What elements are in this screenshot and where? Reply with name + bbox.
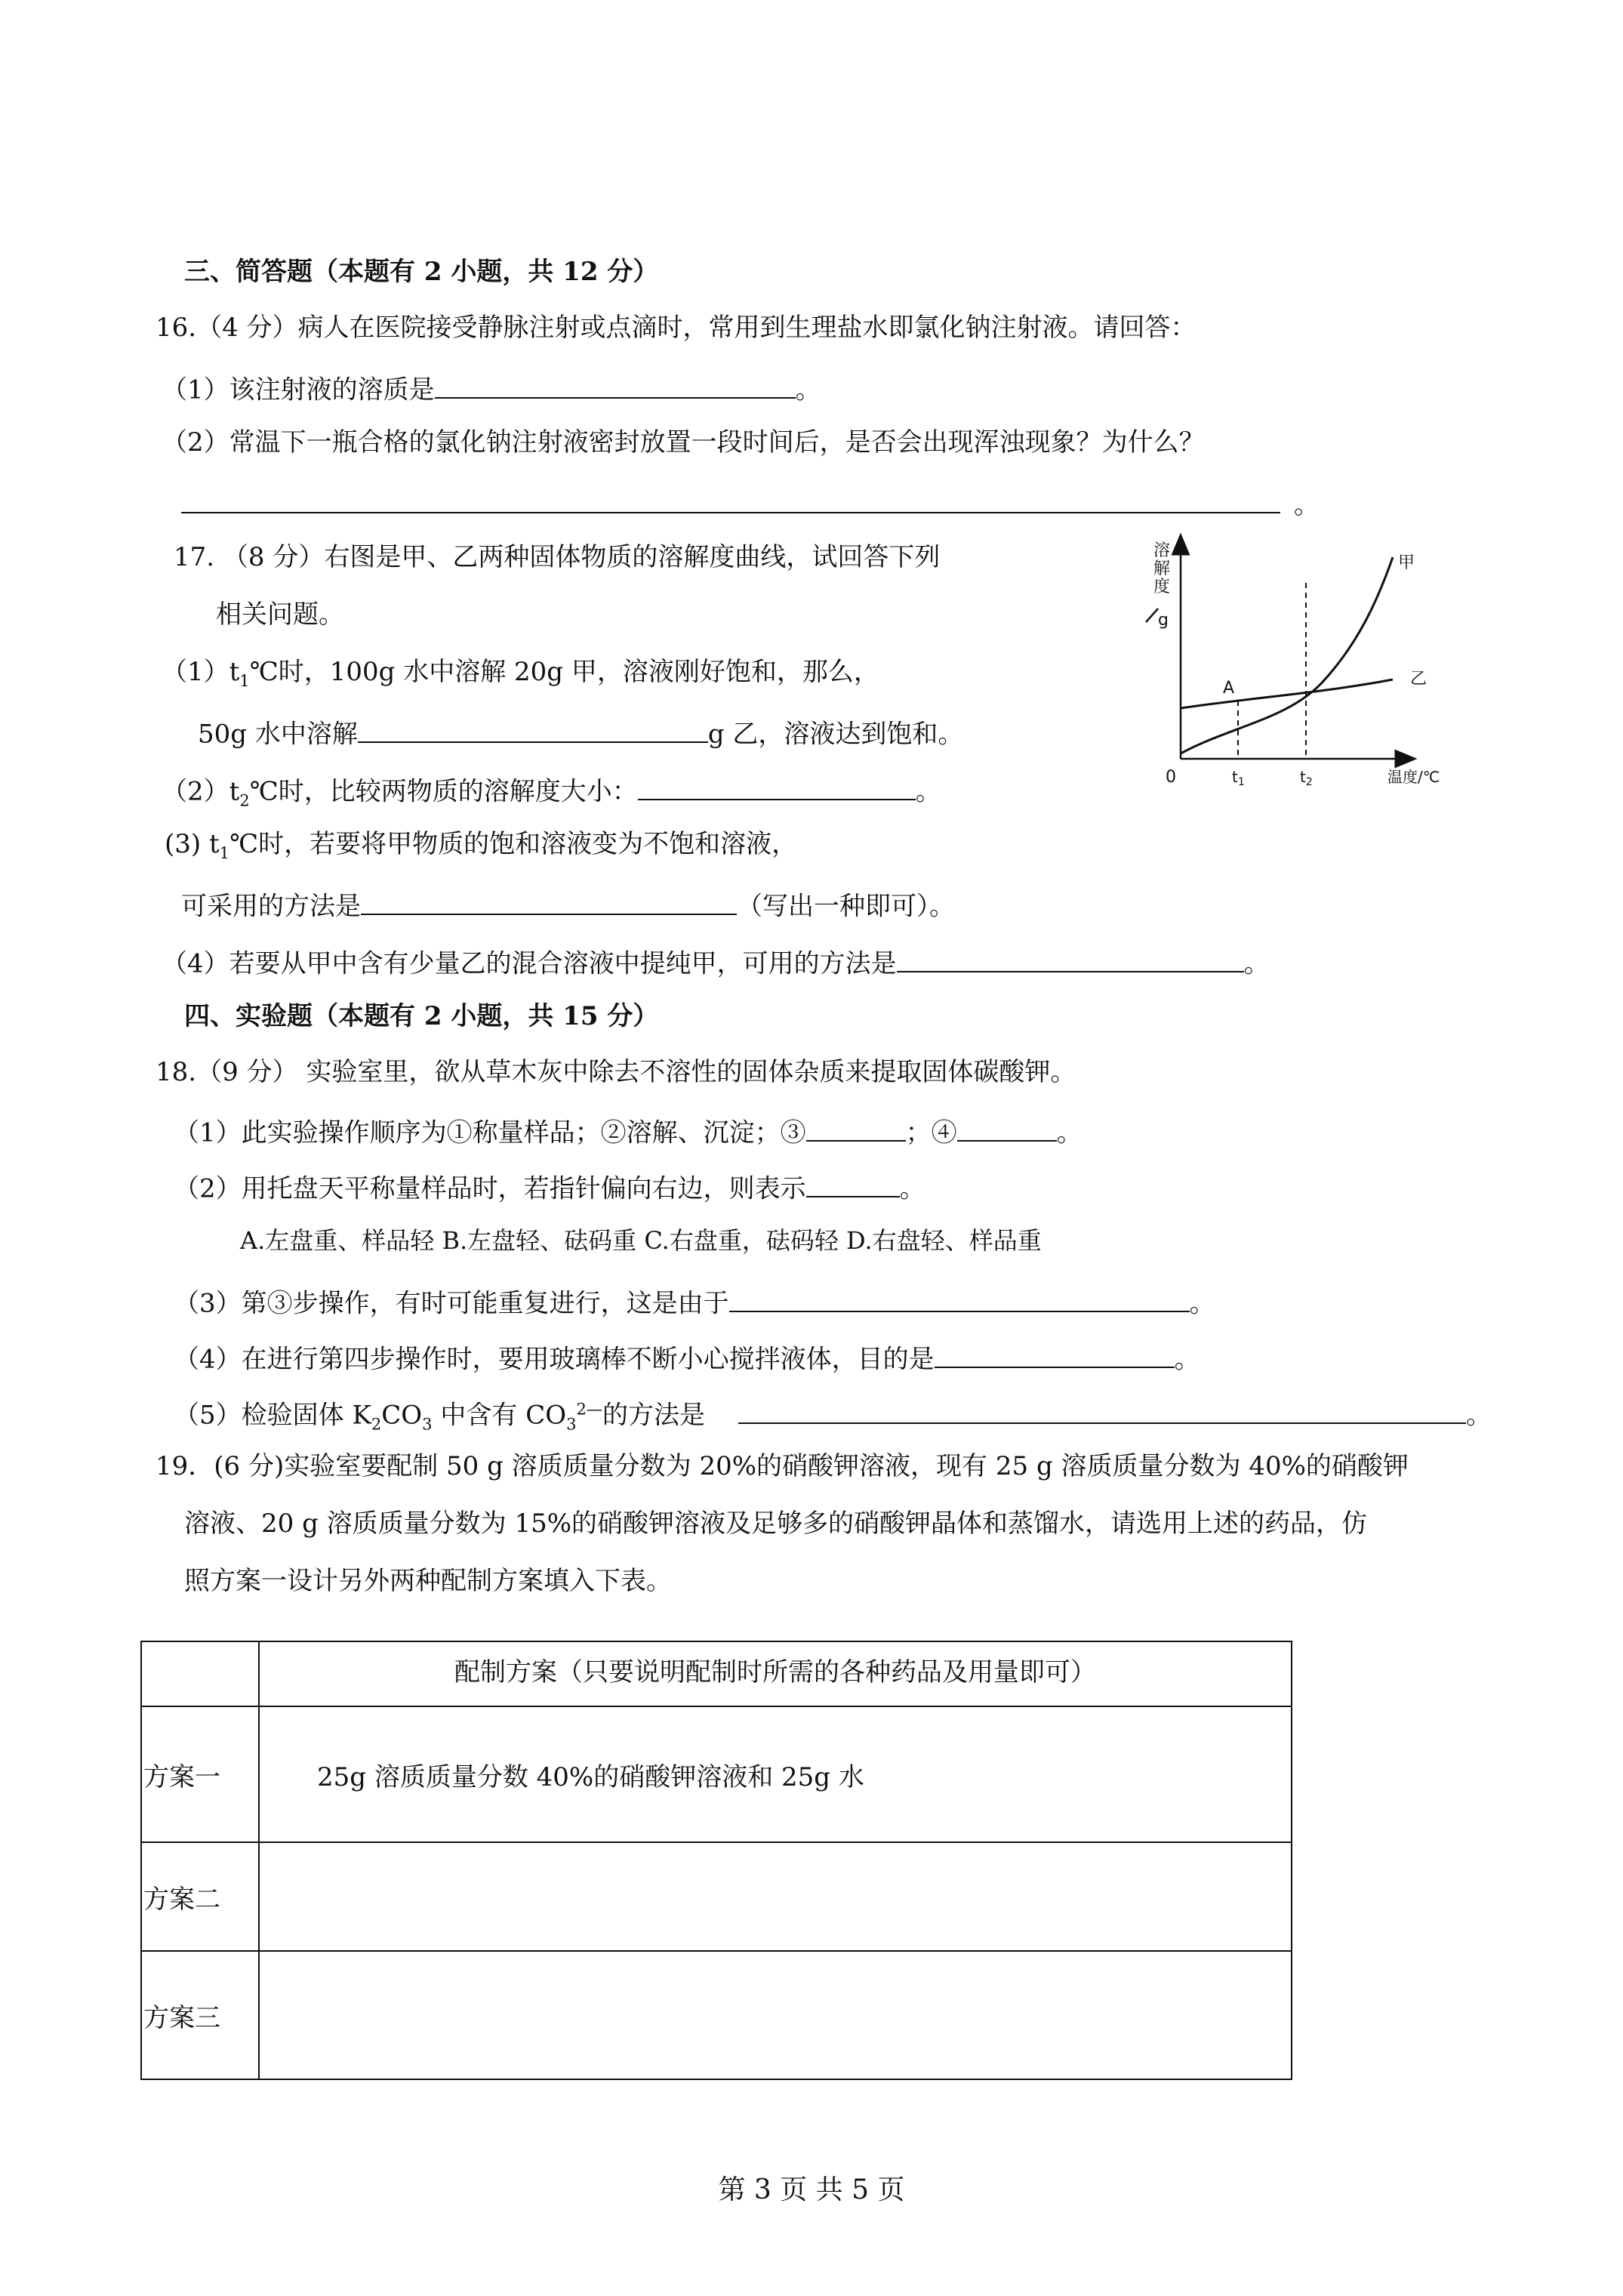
series-jia-label: 甲 — [1398, 553, 1415, 572]
point-a-label: A — [1223, 679, 1235, 698]
q18-part5-end: 。 — [1466, 1400, 1492, 1431]
q17-part4-blank[interactable] — [897, 944, 1244, 972]
q17-part1-sub: 1 — [239, 670, 250, 690]
q17-stem: 17. （8 分）右图是甲、乙两种固体物质的溶解度曲线，试回答下列 — [174, 542, 941, 572]
x-tick-t1: $t_1$ — [1232, 768, 1245, 788]
q17-part4 — [162, 944, 1270, 979]
q18-part1-end: 。 — [1056, 1117, 1083, 1148]
q18-part5-sub2: 3 — [422, 1414, 433, 1434]
q19-line-2: 溶液、20 g 溶质质量分数为 15%的硝酸钾溶液及足够多的硝酸钾晶体和蒸馏水，请选用上述的药品，仿 — [184, 1509, 1368, 1539]
q17-part2-blank[interactable] — [638, 772, 916, 800]
q17-part3-b: ℃时，若要将甲物质的饱和溶液变为不饱和溶液， — [229, 829, 798, 859]
series-yi-curve — [1181, 680, 1393, 708]
q17-part2-b: ℃时，比较两物质的溶解度大小： — [249, 776, 638, 807]
q17-part4-text: （4）若要从甲中含有少量乙的混合溶液中提纯甲，可用的方法是 — [162, 948, 897, 979]
q16-part2-answer — [181, 485, 1320, 520]
q17-part2-sub: 2 — [239, 791, 250, 810]
y-axis-label-3: 度 — [1153, 578, 1171, 596]
plan-content-2[interactable] — [259, 1842, 1292, 1951]
q18-options: A.左盘重、样品轻 B.左盘轻、砝码重 C.右盘重，砝码轻 D.右盘轻、样品重 — [240, 1226, 1042, 1255]
q17-part3 — [165, 829, 797, 862]
plan-table-row — [141, 1842, 1292, 1951]
q17-part2-end: 。 — [915, 776, 941, 807]
q17-part1-blank[interactable] — [358, 714, 708, 743]
y-axis-label-2: 解 — [1153, 559, 1171, 578]
solubility-chart — [1132, 529, 1472, 793]
q18-part5-c: 中含有 CO — [432, 1400, 567, 1431]
q16-part1-blank[interactable] — [435, 370, 796, 399]
plan-table-header: 配制方案（只要说明配制时所需的各种药品及用量即可） — [259, 1641, 1292, 1706]
q17-part3-line2 — [181, 886, 955, 922]
q17-part3-a: (3) t — [165, 829, 220, 859]
q18-part1-text: （1）此实验操作顺序为①称量样品；②溶解、沉淀；③ — [174, 1117, 806, 1148]
q18-part3-text: （3）第③步操作，有时可能重复进行，这是由于 — [174, 1288, 729, 1319]
q18-part5-sub3: 3 — [566, 1414, 577, 1434]
q18-part3 — [174, 1284, 1215, 1319]
plan-table-row — [141, 1706, 1292, 1842]
q17-part3-line2-text: 可采用的方法是 — [181, 891, 361, 922]
q17-part2-a: （2）t — [162, 776, 240, 807]
page-footer: 第 3 页 共 5 页 — [718, 2174, 905, 2205]
q17-part1 — [162, 657, 879, 690]
q17-part3-line2-end: （写出一种即可）。 — [737, 891, 955, 922]
q16-stem: 16.（4 分）病人在医院接受静脉注射或点滴时，常用到生理盐水即氯化钠注射液。请回答： — [156, 313, 1196, 343]
q18-part5-a: （5）检验固体 K — [174, 1400, 371, 1431]
q17-part1-line2 — [198, 714, 963, 750]
q16-part1 — [162, 370, 821, 405]
q16-part1-end: 。 — [795, 374, 821, 405]
q18-part4-text: （4）在进行第四步操作时，要用玻璃棒不断小心搅拌液体，目的是 — [174, 1344, 935, 1375]
series-yi-label: 乙 — [1410, 670, 1427, 689]
q17-stem-cont: 相关问题。 — [216, 599, 344, 630]
q18-part5-sup: 2— — [576, 1399, 603, 1419]
section-3-title: 三、简答题（本题有 2 小题，共 12 分） — [184, 257, 659, 287]
q18-part4-blank[interactable] — [935, 1339, 1175, 1368]
q18-part5-d: 的方法是 — [602, 1400, 706, 1431]
q17-part1-line2-end: g 乙，溶液达到饱和。 — [707, 719, 964, 750]
q17-part4-end: 。 — [1243, 948, 1270, 979]
q17-part1-line2-text: 50g 水中溶解 — [198, 719, 358, 750]
q18-part1 — [174, 1113, 1083, 1148]
q17-part3-blank[interactable] — [361, 886, 737, 915]
series-jia-curve — [1181, 557, 1393, 754]
plan-table-header-row — [141, 1641, 1292, 1706]
q18-stem: 18.（9 分） 实验室里，欲从草木灰中除去不溶性的固体杂质来提取固体碳酸钾。 — [156, 1057, 1076, 1087]
origin-label: 0 — [1166, 768, 1176, 787]
x-axis-label: 温度/℃ — [1387, 768, 1440, 786]
y-axis-label-1: 溶 — [1153, 541, 1171, 560]
q19-line-1: 19．(6 分)实验室要配制 50 g 溶质质量分数为 20%的硝酸钾溶液，现有 25 g 溶质质量分数为 40%的硝酸钾 — [156, 1451, 1409, 1481]
q18-part1-blank-4[interactable] — [957, 1113, 1057, 1142]
q18-part2-text: （2）用托盘天平称量样品时，若指针偏向右边，则表示 — [174, 1173, 806, 1204]
x-tick-t2: $t_2$ — [1300, 768, 1313, 788]
q18-part1-blank-3[interactable] — [806, 1113, 906, 1142]
q18-part5-sub1: 2 — [371, 1414, 382, 1434]
q16-part2-blank[interactable] — [181, 485, 1280, 513]
plan-table-row — [141, 1951, 1292, 2079]
q17-part1-b: ℃时，100g 水中溶解 20g 甲，溶液刚好饱和，那么， — [249, 657, 879, 687]
q18-part3-blank[interactable] — [729, 1284, 1190, 1312]
q18-part2-end: 。 — [899, 1173, 925, 1204]
q16-part1-text: （1）该注射液的溶质是 — [162, 374, 435, 405]
q18-part2-blank[interactable] — [806, 1169, 900, 1197]
plan-label-3: 方案三 — [141, 1951, 259, 2079]
plan-table — [140, 1641, 1292, 2080]
y-axis-label-slash — [1146, 609, 1158, 622]
q18-part5 — [174, 1395, 1492, 1434]
q18-part4-end: 。 — [1174, 1344, 1200, 1375]
plan-content-3[interactable] — [259, 1951, 1292, 2079]
y-axis-label-unit: g — [1158, 611, 1169, 630]
plan-label-1: 方案一 — [141, 1706, 259, 1842]
q17-part2 — [162, 772, 941, 810]
q17-part1-a: （1）t — [162, 657, 240, 687]
section-4-title: 四、实验题（本题有 2 小题，共 15 分） — [184, 1001, 659, 1031]
q18-part3-end: 。 — [1189, 1288, 1215, 1319]
q18-part2 — [174, 1169, 925, 1204]
plan-label-2: 方案二 — [141, 1842, 259, 1951]
q17-part3-sub: 1 — [219, 843, 230, 862]
q18-part5-blank[interactable] — [738, 1395, 1466, 1424]
q18-part5-b: CO — [381, 1400, 423, 1431]
q16-part2-end: 。 — [1294, 489, 1320, 520]
q16-part2: （2）常温下一瓶合格的氯化钠注射液密封放置一段时间后，是否会出现浑浊现象？为什么？ — [162, 427, 1205, 458]
plan-table-corner-cell — [141, 1641, 259, 1706]
plan-content-1[interactable]: 25g 溶质质量分数 40%的硝酸钾溶液和 25g 水 — [259, 1706, 1292, 1842]
q18-part1-mid: ；④ — [905, 1117, 957, 1148]
q18-part4 — [174, 1339, 1200, 1375]
q19-line-3: 照方案一设计另外两种配制方案填入下表。 — [184, 1566, 672, 1596]
